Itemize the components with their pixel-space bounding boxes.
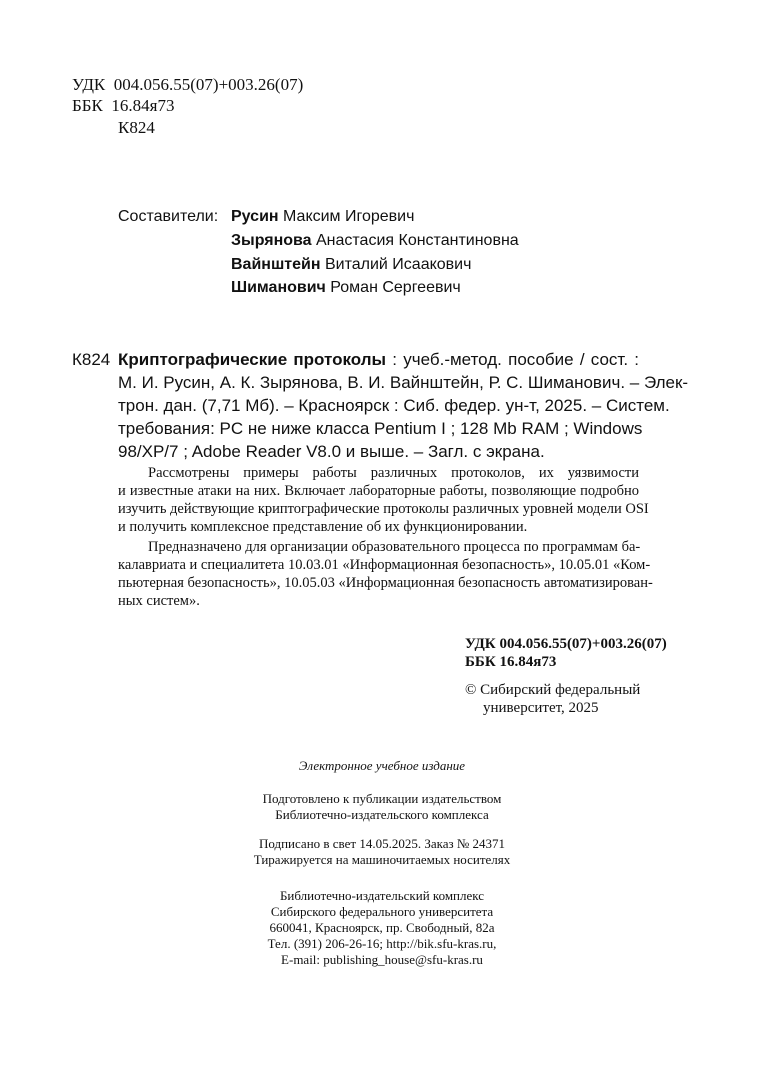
prepared-line-2: Библиотечно-издательского комплекса: [275, 807, 489, 822]
compiler-name: Роман Сергеевич: [330, 279, 461, 296]
edition-type: [0, 758, 764, 774]
compilers-label: Составители:: [118, 208, 219, 225]
compiler-surname: Вайнштейн: [231, 256, 321, 273]
annotation-paragraph-2: [118, 538, 653, 610]
udk-label: УДК: [72, 75, 106, 94]
compiler-name: Максим Игоревич: [283, 208, 415, 225]
book-title: Криптографические протоколы: [118, 350, 387, 369]
compiler-name: Виталий Исаакович: [324, 256, 472, 273]
compiler-4: [231, 279, 461, 297]
udk-value: 004.056.55(07)+003.26(07): [113, 75, 304, 94]
copyright-line-1: © Сибирский федеральный: [465, 682, 641, 698]
compiler-name: Анастасия Константиновна: [316, 232, 519, 249]
annotation-paragraph-1: [118, 464, 649, 536]
publisher-line-1: Библиотечно-издательский комплекс: [279, 888, 485, 903]
record-line-5: 98/XP/7 ; Adobe Reader V8.0 и выше. – Загл. с экрана.: [118, 442, 545, 461]
bbk-line: [72, 96, 174, 116]
bibliographic-record: [118, 348, 689, 463]
edition-type-text: Электронное учебное издание: [298, 758, 466, 773]
record-line-4: требования: PC не ниже класса Pentium I ; 128 Mb RAM ; Windows: [118, 419, 643, 438]
author-mark: К824: [118, 118, 155, 137]
annotation-line: Рассмотрены примеры работы различных протоколов, их уязвимости: [148, 465, 639, 481]
bbk-value: 16.84я73: [111, 96, 175, 115]
copyright-line-2: университет, 2025: [483, 700, 599, 716]
compiler-3: [231, 256, 471, 274]
bottom-udk: УДК 004.056.55(07)+003.26(07): [465, 636, 667, 652]
distribution-line: Тиражируется на машиночитаемых носителях: [253, 852, 511, 867]
compiler-2: [231, 232, 519, 250]
compiler-surname: Зырянова: [231, 232, 312, 249]
annotation-line: калавриата и специалитета 10.03.01 «Информационная безопасность», 10.05.01 «Ком-: [118, 557, 651, 573]
publisher-line-2: Сибирского федерального университета: [270, 904, 494, 919]
address-line: 660041, Красноярск, пр. Свободный, 82а: [269, 920, 495, 935]
annotation-line: ных систем».: [118, 593, 200, 609]
annotation-line: Предназначено для организации образовательного процесса по программам ба-: [148, 539, 641, 555]
compiler-surname: Шиманович: [231, 279, 326, 296]
email-line: E-mail: publishing_house@sfu-kras.ru: [281, 952, 483, 967]
record-line-1-rest: : учеб.-метод. пособие / сост. :: [386, 350, 639, 369]
annotation-line: и известные атаки на них. Включает лабораторные работы, позволяющие подробно: [118, 483, 639, 499]
record-line-3: трон. дан. (7,71 Мб). – Красноярск : Сиб. федер. ун-т, 2025. – Систем.: [118, 396, 670, 415]
signed-line: Подписано в свет 14.05.2025. Заказ № 24371: [258, 836, 506, 851]
compiler-surname: Русин: [231, 208, 279, 225]
record-code: К824: [72, 350, 111, 369]
annotation-line: пьютерная безопасность», 10.05.03 «Информационная безопасность автоматизирован-: [118, 575, 653, 591]
compiler-1: [231, 208, 414, 226]
record-line-2: М. И. Русин, А. К. Зырянова, В. И. Вайнштейн, Р. С. Шиманович. – Элек-: [118, 373, 689, 392]
bbk-label: ББК: [72, 96, 103, 115]
prepared-line-1: Подготовлено к публикации издательством: [262, 791, 502, 806]
phone-line: Тел. (391) 206-26-16; http://bik.sfu-kras.ru,: [267, 936, 497, 951]
bottom-bbk: ББК 16.84я73: [465, 654, 557, 670]
annotation-line: изучить действующие криптографические протоколы различных уровней модели OSI: [118, 501, 649, 517]
annotation-line: и получить комплексное представление об их функционировании.: [118, 519, 528, 535]
udk-line: [72, 75, 303, 95]
record-line-1: [118, 348, 639, 371]
